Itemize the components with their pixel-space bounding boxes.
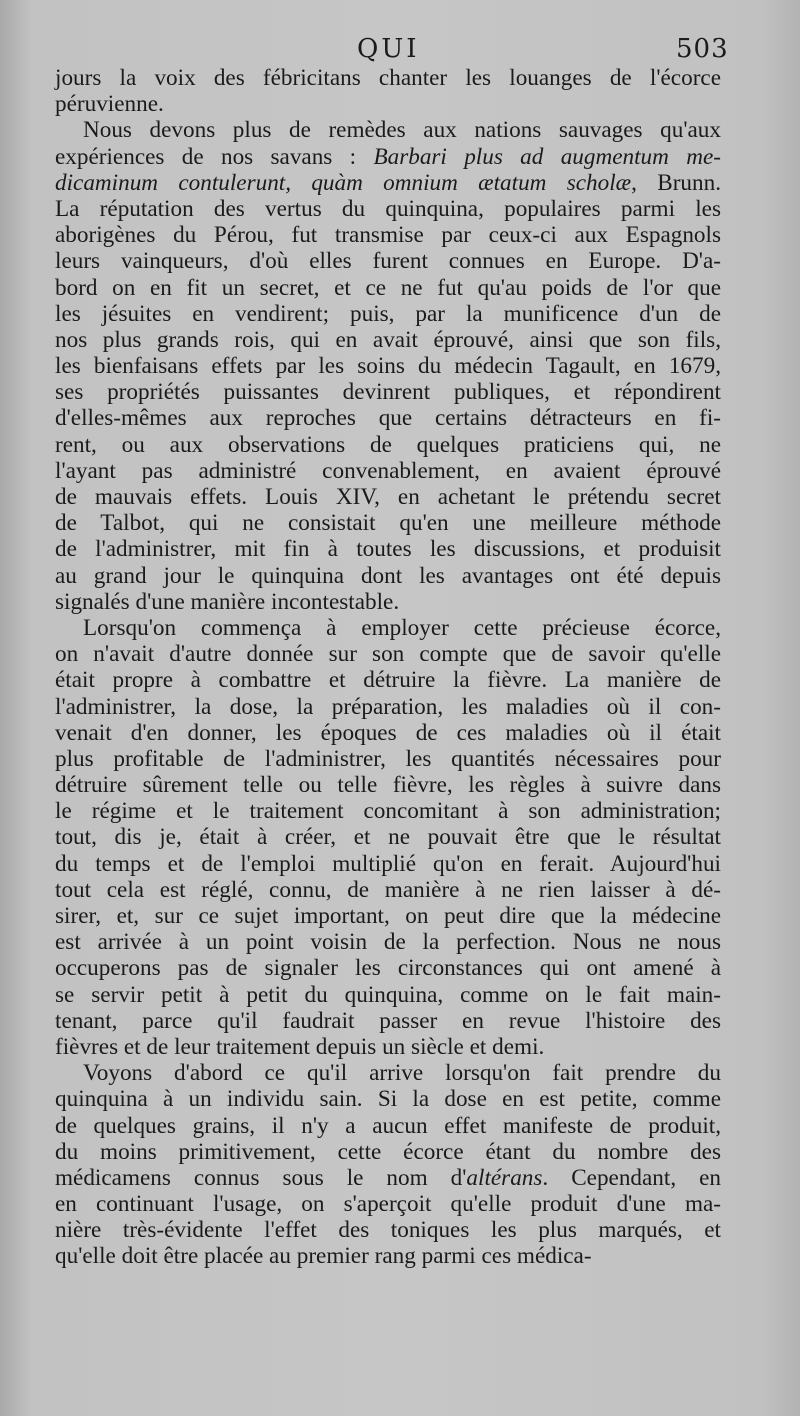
text-line: expériences de nos savans : Barbari plus ad augmentum me- xyxy=(55,143,721,170)
text-line: plus profitable de l'administrer, les quantités nécessaires pour xyxy=(55,745,721,772)
text-line: leurs vainqueurs, d'où elles furent connues en Europe. D'a- xyxy=(55,248,721,275)
text-line: péruvienne. xyxy=(55,91,164,118)
text-line: jours la voix des fébricitans chanter les louanges de l'écorce xyxy=(55,65,721,91)
text-line: est arrivée à un point voisin de la perfection. Nous ne nous xyxy=(55,929,721,956)
text-line: quinquina à un individu sain. Si la dose en est petite, comme xyxy=(55,1086,721,1113)
text-line: en continuant l'usage, on s'aperçoit qu'elle produit d'une ma- xyxy=(55,1191,721,1218)
text-line: signalés d'une manière incontestable. xyxy=(55,588,400,615)
paragraph xyxy=(55,65,721,117)
paragraph xyxy=(55,1060,721,1270)
text-line: ses propriétés puissantes devinrent publiques, et répondirent xyxy=(55,379,721,406)
text-line: on n'avait d'autre donnée sur son compte que de savoir qu'elle xyxy=(55,641,721,668)
text-line: du temps et de l'emploi multiplié qu'on en ferait. Aujourd'hui xyxy=(55,850,721,877)
text-line: les jésuites en vendirent; puis, par la munificence d'un de xyxy=(55,300,721,327)
text-line: de l'administrer, mit fin à toutes les discussions, et produisit xyxy=(55,536,721,563)
text-line: au grand jour le quinquina dont les avantages ont été depuis xyxy=(55,562,721,589)
text-line: nière très-évidente l'effet des toniques les plus marqués, et xyxy=(55,1217,721,1244)
text-line: rent, ou aux observations de quelques praticiens qui, ne xyxy=(55,431,721,458)
text-line: médicamens connus sous le nom d'altérans. Cependant, en xyxy=(55,1164,722,1191)
body-text xyxy=(55,65,721,1270)
text-line: Voyons d'abord ce qu'il arrive lorsqu'on fait prendre du xyxy=(83,1060,721,1087)
text-line: du moins primitivement, cette écorce étant du nombre des xyxy=(55,1138,721,1165)
text-line: était propre à combattre et détruire la fièvre. La manière de xyxy=(55,667,721,694)
text-line: tenant, parce qu'il faudrait passer en revue l'histoire des xyxy=(55,1007,721,1034)
text-line: l'ayant pas administré convenablement, en avaient éprouvé xyxy=(55,457,721,484)
paragraph xyxy=(55,117,721,615)
text-line: tout cela est réglé, connu, de manière à ne rien laisser à dé- xyxy=(55,876,721,903)
text-line: détruire sûrement telle ou telle fièvre, les règles à suivre dans xyxy=(55,772,721,799)
running-title: QUI xyxy=(357,34,420,64)
text-line: de quelques grains, il n'y a aucun effet manifeste de produit, xyxy=(55,1112,721,1139)
text-line: tout, dis je, était à créer, et ne pouvait être que le résultat xyxy=(55,824,721,851)
text-line: se servir petit à petit du quinquina, comme on le fait main- xyxy=(55,981,721,1008)
text-line: d'elles-mêmes aux reproches que certains détracteurs en fi- xyxy=(55,405,721,432)
text-line: Nous devons plus de remèdes aux nations sauvages qu'aux xyxy=(83,117,721,144)
text-line: La réputation des vertus du quinquina, populaires parmi les xyxy=(55,195,721,222)
text-line: dicaminum contulerunt, quàm omnium ætatum scholæ, Brunn. xyxy=(55,169,721,196)
text-line: de Talbot, qui ne consistait qu'en une meilleure méthode xyxy=(55,510,721,537)
text-line: nos plus grands rois, qui en avait éprouvé, ainsi que son fils, xyxy=(55,326,721,353)
text-line: venait d'en donner, les époques de ces maladies où il était xyxy=(55,719,721,746)
text-line: les bienfaisans effets par les soins du médecin Tagault, en 1679, xyxy=(55,353,721,380)
text-line: fièvres et de leur traitement depuis un siècle et demi. xyxy=(55,1033,545,1060)
text-line: aborigènes du Pérou, fut transmise par ceux-ci aux Espagnols xyxy=(55,222,721,249)
text-line: sirer, et, sur ce sujet important, on peut dire que la médecine xyxy=(55,903,721,929)
text-line: qu'elle doit être placée au premier rang parmi ces médica- xyxy=(55,1243,592,1270)
text-line: bord on en fit un secret, et ce ne fut qu'au poids de l'or que xyxy=(55,274,721,301)
text-line: occuperons pas de signaler les circonstances qui ont amené à xyxy=(55,955,721,982)
text-line: Lorsqu'on commença à employer cette précieuse écorce, xyxy=(83,614,721,641)
text-line: le régime et le traitement concomitant à son administration; xyxy=(55,798,721,825)
paragraph xyxy=(55,615,721,1060)
text-line: l'administrer, la dose, la préparation, les maladies où il con- xyxy=(55,693,721,720)
text-line: de mauvais effets. Louis XIV, en achetant le prétendu secret xyxy=(55,484,721,510)
page-number: 503 xyxy=(676,34,729,64)
